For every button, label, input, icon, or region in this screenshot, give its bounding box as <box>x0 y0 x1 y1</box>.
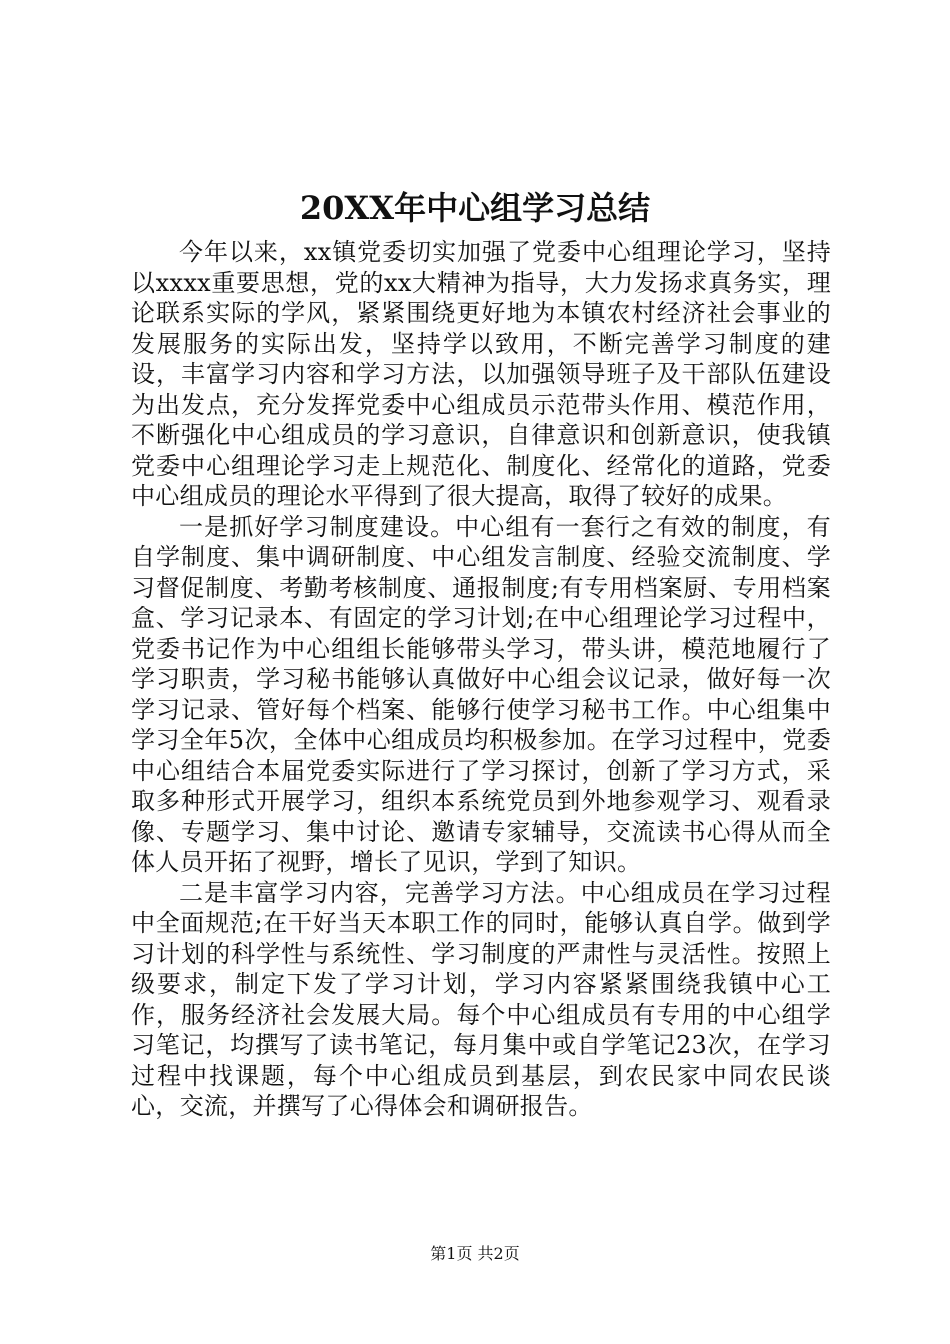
paragraph-intro: 今年以来，xx镇党委切实加强了党委中心组理论学习，坚持以xxxx重要思想，党的xx大精神为指导，大力发扬求真务实，理论联系实际的学风，紧紧围绕更好地为本镇农村经济社会事业的发展服务的实际出发，坚持学以致用，不断完善学习制度的建设，丰富学习内容和学习方法，以加强领导班子及干部队伍建设为出发点，充分发挥党委中心组成员示范带头作用、模范作用，不断强化中心组成员的学习意识，自律意识和创新意识，使我镇党委中心组理论学习走上规范化、制度化、经常化的道路，党委中心组成员的理论水平得到了很大提高，取得了较好的成果。 <box>131 238 831 510</box>
document-body <box>131 237 831 1122</box>
document-title: 20XX年中心组学习总结 <box>299 189 651 227</box>
page-number-footer: 第1页 共2页 <box>430 1244 520 1263</box>
paragraph-study-system: 一是抓好学习制度建设。中心组有一套行之有效的制度，有自学制度、集中调研制度、中心组发言制度、经验交流制度、学习督促制度、考勤考核制度、通报制度;有专用档案厨、专用档案盒、学习记录本、有固定的学习计划;在中心组理论学习过程中，党委书记作为中心组组长能够带头学习，带头讲，模范地履行了学习职责，学习秘书能够认真做好中心组会议记录，做好每一次学习记录、管好每个档案、能够行使学习秘书工作。中心组集中学习全年5次，全体中心组成员均积极参加。在学习过程中，党委中心组结合本届党委实际进行了学习探讨，创新了学习方式，采取多种形式开展学习，组织本系统党员到外地参观学习、观看录像、专题学习、集中讨论、邀请专家辅导，交流读书心得从而全体人员开拓了视野，增长了见识，学到了知识。 <box>131 512 831 876</box>
paragraph-study-content: 二是丰富学习内容，完善学习方法。中心组成员在学习过程中全面规范;在干好当天本职工作的同时，能够认真自学。做到学习计划的科学性与系统性、学习制度的严肃性与灵活性。按照上级要求，制定下发了学习计划，学习内容紧紧围绕我镇中心工作，服务经济社会发展大局。每个中心组成员有专用的中心组学习笔记，均撰写了读书笔记，每月集中或自学笔记23次，在学习过程中找课题，每个中心组成员到基层，到农民家中同农民谈心，交流，并撰写了心得体会和调研报告。 <box>131 878 831 1120</box>
